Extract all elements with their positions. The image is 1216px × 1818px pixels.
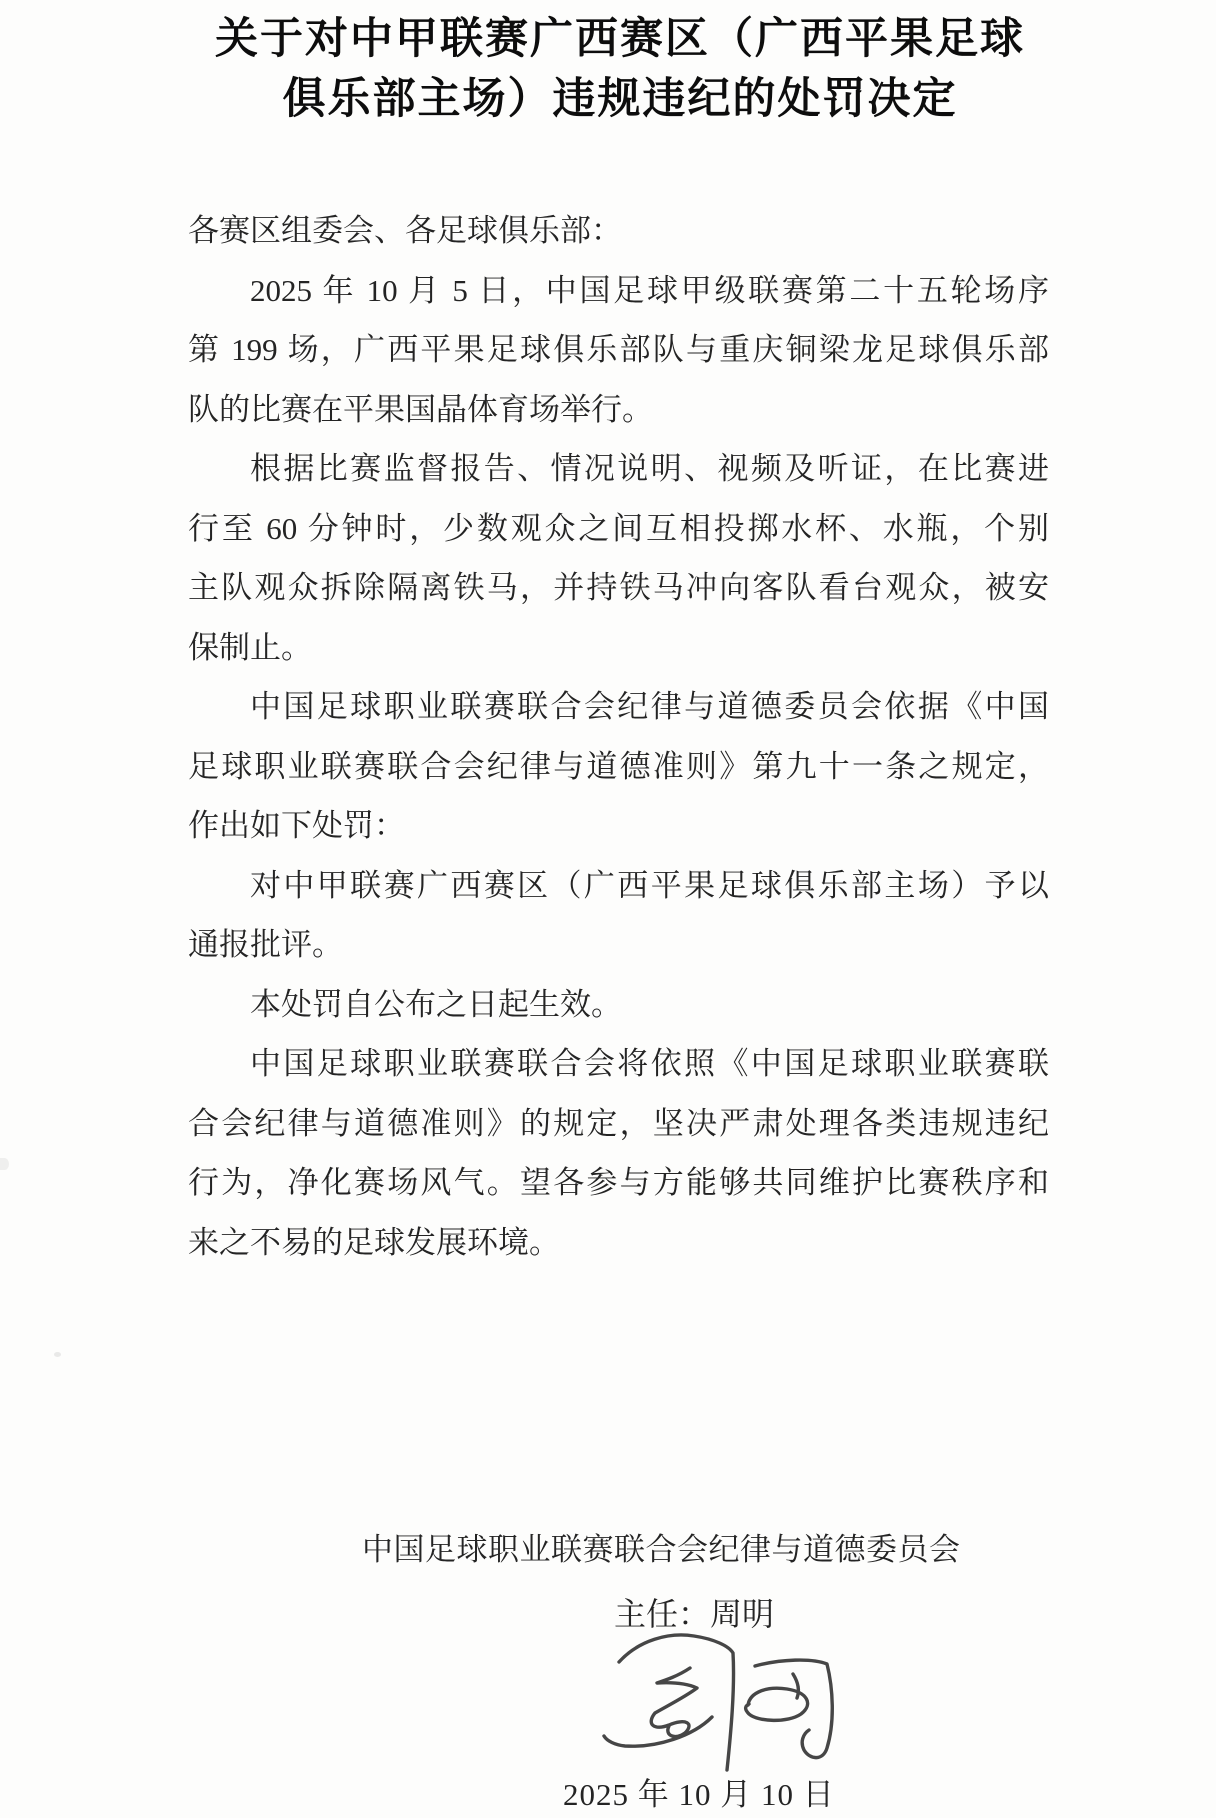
body-line: 根据比赛监督报告、情况说明、视频及听证，在比赛进 [250,451,1049,486]
body-line: 足球职业联赛联合会纪律与道德准则》第九十一条之规定， [188,748,1049,784]
body-line: 行为，净化赛场风气。望各参与方能够共同维护比赛秩序和 [188,1165,1049,1200]
document-title [12,10,1216,130]
signature-committee: 中国足球职业联赛联合会纪律与道德委员会 [362,1532,961,1567]
body-line: 来之不易的足球发展环境。 [188,1224,560,1260]
body-line: 对中甲联赛广西赛区（广西平果足球俱乐部主场）予以 [250,867,1049,903]
body-line: 行至 60 分钟时，少数观众之间互相投掷水杯、水瓶，个别 [188,510,1049,546]
body-line: 中国足球职业联赛联合会纪律与道德委员会依据《中国 [250,689,1049,724]
body-line: 2025 年 10 月 5 日，中国足球甲级联赛第二十五轮场序 [250,272,1049,308]
title-line-1: 关于对中甲联赛广西赛区（广西平果足球 [215,16,1025,63]
body-text [188,201,1049,1272]
body-line: 通报批评。 [188,927,343,962]
body-line: 作出如下处罚： [188,808,405,843]
body-line: 第 199 场，广西平果足球俱乐部队与重庆铜梁龙足球俱乐部 [188,332,1049,367]
body-line: 保制止。 [188,629,312,665]
body-line: 合会纪律与道德准则》的规定，坚决严肃处理各类违规违纪 [188,1105,1049,1141]
scan-artifact [0,1158,9,1170]
title-line-2: 俱乐部主场）违规违纪的处罚决定 [282,76,958,123]
signature-director: 主任：周明 [614,1596,775,1632]
body-line: 队的比赛在平果国晶体育场举行。 [188,391,653,427]
body-line: 中国足球职业联赛联合会将依照《中国足球职业联赛联 [250,1046,1049,1081]
body-line: 本处罚自公布之日起生效。 [250,986,622,1022]
handwritten-signature-icon [597,1626,847,1776]
body-line: 各赛区组委会、各足球俱乐部： [188,213,622,248]
signature-date: 2025 年 10 月 10 日 [563,1777,835,1812]
body-line: 主队观众拆除隔离铁马，并持铁马冲向客队看台观众，被安 [188,570,1049,605]
scan-artifact [54,1352,61,1357]
